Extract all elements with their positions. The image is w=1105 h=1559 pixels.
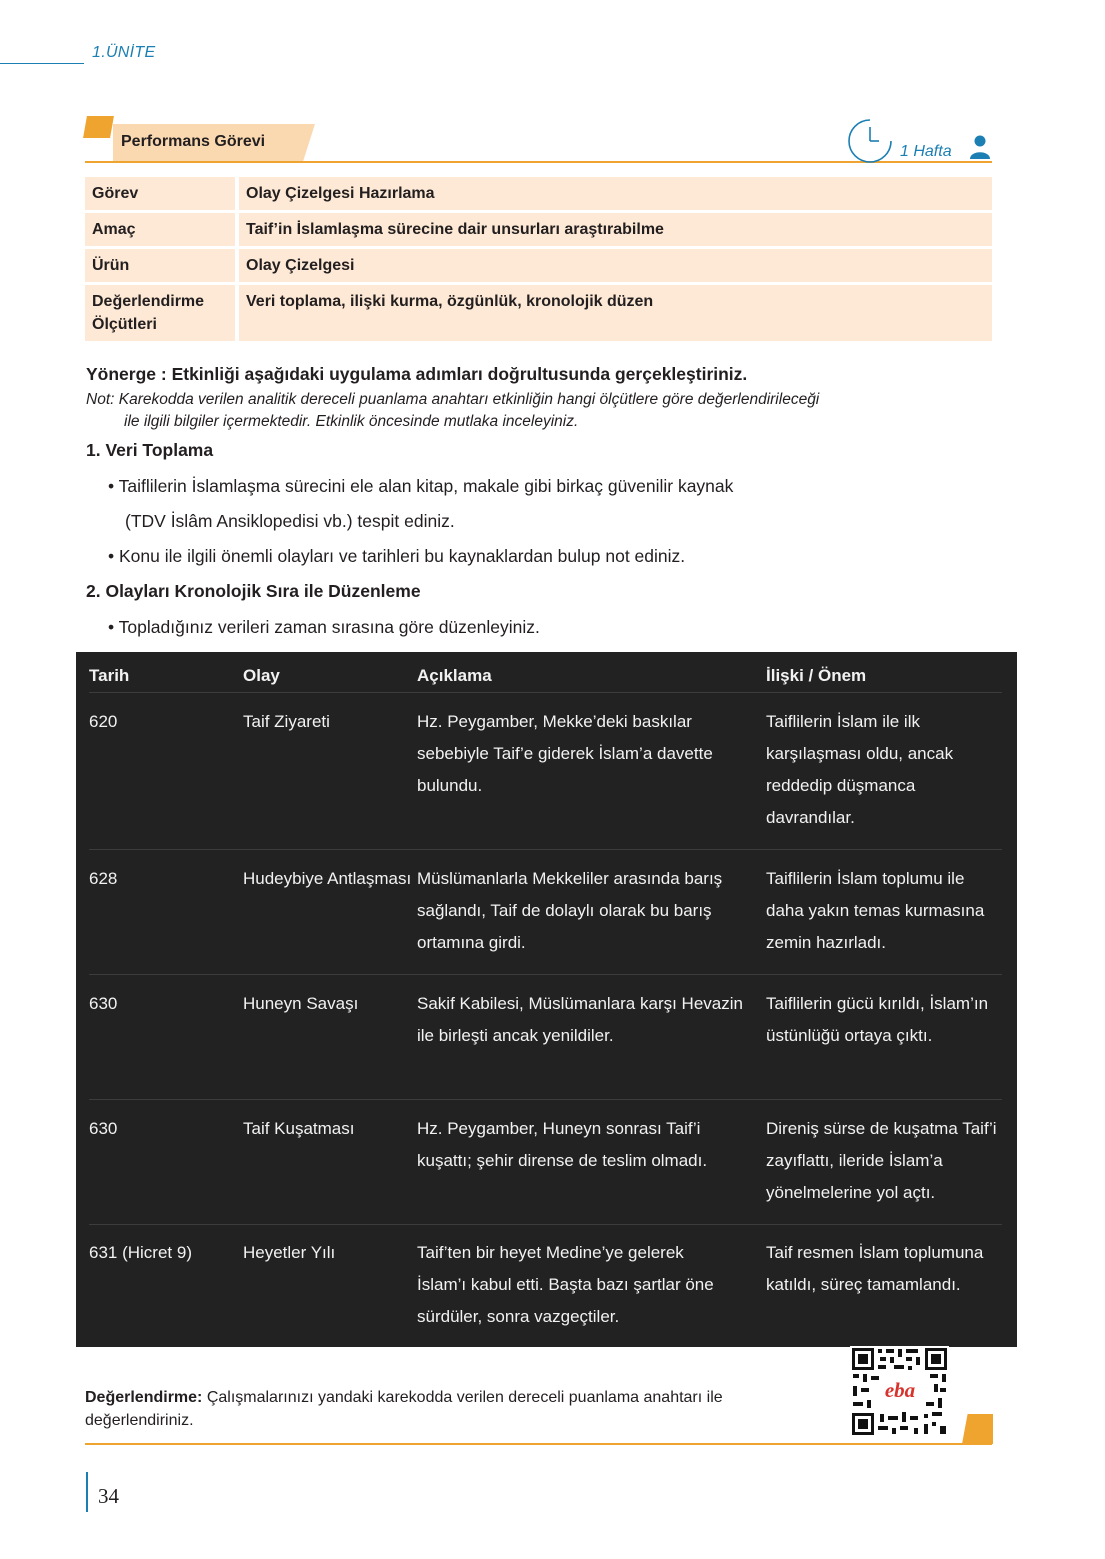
timeline-header-row	[89, 660, 1002, 693]
header-date: Tarih	[89, 666, 130, 685]
task-row	[85, 177, 992, 210]
timeline-table	[76, 652, 1017, 1347]
row-relation: Taiflilerin gücü kırıldı, İslam’ın üstünlüğü ortaya çıktı.	[766, 994, 989, 1045]
instruction-heading: Yönerge : Etkinliği aşağıdaki uygulama adımları doğrultusunda gerçekleştiriniz.	[86, 364, 748, 384]
task-key: Değerlendirme Ölçütleri	[85, 285, 235, 341]
step-2-title: 2. Olayları Kronolojik Sıra ile Düzenleme	[86, 581, 421, 601]
clock-icon	[846, 117, 894, 165]
row-event: Taif Kuşatması	[243, 1119, 355, 1138]
task-row	[85, 213, 992, 246]
row-relation: Direniş sürse de kuşatma Taif’i zayıflattı, ileride İslam’a yönelmelerine yol açtı.	[766, 1119, 997, 1202]
row-description: Hz. Peygamber, Huneyn sonrası Taif’i kuşattı; şehir dirense de teslim olmadı.	[417, 1119, 708, 1170]
row-description: Hz. Peygamber, Mekke’deki baskılar sebebiyle Taif’e giderek İslam’a davette bulundu.	[417, 712, 713, 795]
evaluation-body: Çalışmalarınızı yandaki karekodda verilen dereceli puanlama anahtarı ile değerlendiriniz.	[85, 1389, 723, 1429]
unit-label: 1.ÜNİTE	[92, 44, 156, 61]
timeline-row	[89, 863, 1002, 975]
timeline-row	[89, 1237, 1002, 1337]
task-value: Olay Çizelgesi	[235, 249, 992, 282]
evaluation-rule	[85, 1443, 992, 1445]
row-relation: Taif resmen İslam toplumuna katıldı, süreç tamamlandı.	[766, 1243, 984, 1294]
row-event: Heyetler Yılı	[243, 1243, 336, 1262]
row-event: Hudeybiye Antlaşması	[243, 869, 412, 888]
timeline-row	[89, 988, 1002, 1100]
row-description: Taif’ten bir heyet Medine’ye gelerek İslam’ı kabul etti. Başta bazı şartlar öne sürdüler, sonra vazgeçtiler.	[417, 1243, 714, 1326]
task-key: Amaç	[85, 213, 235, 246]
task-table	[85, 174, 992, 344]
step-1-title: 1. Veri Toplama	[86, 440, 214, 460]
step-1-bullet-1b: (TDV İslâm Ansiklopedisi vb.) tespit ediniz.	[125, 511, 455, 531]
task-row	[85, 249, 992, 282]
step-1-bullet-1a: • Taiflilerin İslamlaşma sürecini ele alan kitap, makale gibi birkaç güvenilir kaynak	[108, 476, 734, 496]
task-key: Ürün	[85, 249, 235, 282]
accent-square	[962, 1414, 993, 1444]
row-description: Sakif Kabilesi, Müslümanlara karşı Hevazin ile birleşti ancak yenildiler.	[417, 994, 743, 1045]
row-relation: Taiflilerin İslam toplumu ile daha yakın temas kurmasına zemin hazırladı.	[766, 869, 985, 952]
evaluation-label: Değerlendirme:	[85, 1389, 203, 1406]
task-value: Veri toplama, ilişki kurma, özgünlük, kronolojik düzen	[235, 285, 992, 341]
unit-rule	[0, 63, 84, 64]
page-bar	[86, 1472, 88, 1512]
duration-label: 1 Hafta	[900, 143, 952, 160]
row-date: 630	[89, 994, 118, 1013]
row-description: Müslümanlarla Mekkeliler arasında barış sağlandı, Taif de dolaylı olarak bu barış ortamına girdi.	[417, 869, 723, 952]
performance-title: Performans Görevi	[121, 133, 266, 150]
row-event: Taif Ziyareti	[243, 712, 330, 731]
row-relation: Taiflilerin İslam ile ilk karşılaşması oldu, ancak reddedip düşmanca davrandılar.	[766, 712, 954, 827]
person-icon	[969, 135, 991, 159]
header-relation: İlişki / Önem	[766, 666, 867, 685]
task-value: Olay Çizelgesi Hazırlama	[235, 177, 992, 210]
qr-code-icon[interactable]	[850, 1346, 949, 1437]
task-row	[85, 285, 992, 341]
row-date: 631 (Hicret 9)	[89, 1243, 192, 1262]
evaluation-text	[85, 1386, 825, 1432]
page-number: 34	[98, 1484, 119, 1508]
note-line-2: ile ilgili bilgiler içermektedir. Etkinlik öncesinde mutlaka inceleyiniz.	[124, 413, 579, 430]
task-value: Taif’in İslamlaşma sürecine dair unsurları araştırabilme	[235, 213, 992, 246]
row-date: 630	[89, 1119, 118, 1138]
row-date: 620	[89, 712, 118, 731]
timeline-row	[89, 1113, 1002, 1225]
header-description: Açıklama	[417, 666, 492, 685]
accent-square	[83, 116, 114, 138]
step-2-bullet-1: • Topladığınız verileri zaman sırasına göre düzenleyiniz.	[108, 617, 540, 637]
step-1-bullet-2: • Konu ile ilgili önemli olayları ve tarihleri bu kaynaklardan bulup not ediniz.	[108, 546, 686, 566]
header-event: Olay	[243, 666, 280, 685]
row-event: Huneyn Savaşı	[243, 994, 359, 1013]
qr-logo: eba	[884, 1378, 916, 1402]
timeline-row	[89, 706, 1002, 850]
note-line-1: Not: Karekodda verilen analitik dereceli puanlama anahtarı etkinliğin hangi ölçütlere göre değerlendirileceği	[86, 391, 820, 408]
instruction-note	[86, 389, 966, 433]
task-key: Görev	[85, 177, 235, 210]
row-date: 628	[89, 869, 118, 888]
